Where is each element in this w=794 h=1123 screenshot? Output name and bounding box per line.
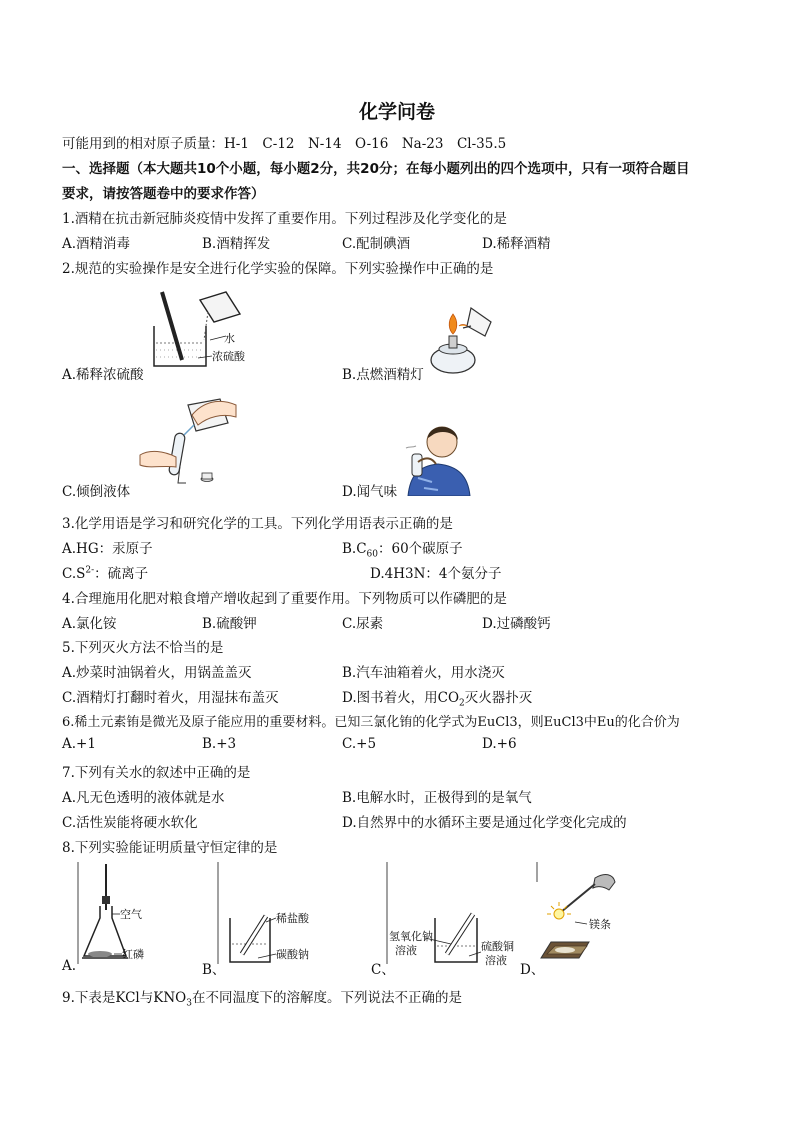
q1-option-b: B.酒精挥发 — [202, 236, 271, 252]
label-naoh-solution: 溶液 — [395, 944, 417, 957]
q5-option-a: A.炒菜时油锅着火，用锅盖盖灭 — [62, 665, 252, 681]
q7-option-c: C.活性炭能将硬水软化 — [62, 815, 198, 831]
q1-option-d: D.稀释酒精 — [482, 236, 551, 252]
q8-option-a: A. — [62, 958, 77, 974]
q9-stem: 9.下表是KCl与$KNO_3$在不同温度下的溶解度。下列说法不正确的是 — [62, 990, 462, 1009]
q4-option-c: C.尿素 — [342, 616, 384, 632]
atomic-masses: 可能用到的相对原子质量：H-1 C-12 N-14 O-16 Na-23 Cl-35.5 — [62, 136, 507, 152]
label-sodium-carbonate: 碳酸钠 — [276, 948, 309, 961]
q7-stem: 7.下列有关水的叙述中正确的是 — [62, 765, 251, 781]
q8-option-d: D、 — [520, 962, 545, 978]
q5-option-c: C.酒精灯打翻时着火，用湿抹布盖灭 — [62, 690, 279, 706]
q8-figure-a-red-phosphorus — [76, 858, 196, 966]
q8-option-b: B、 — [202, 962, 226, 978]
q8-figure-c-naoh-cuso4 — [385, 858, 520, 968]
q4-option-b: B.硫酸钾 — [202, 616, 257, 632]
q8-stem: 8.下列实验能证明质量守恒定律的是 — [62, 840, 278, 856]
label-cuso4: 硫酸铜 — [481, 940, 514, 953]
q3-option-a: A.HG：汞原子 — [62, 541, 153, 557]
label-naoh: 氢氧化钠 — [389, 930, 433, 943]
q2-option-b: B.点燃酒精灯 — [342, 367, 424, 383]
q3-option-b: $B.C_{60}$：60个碳原子 — [342, 541, 463, 560]
label-water: 水 — [224, 332, 235, 345]
q8-figure-d-magnesium — [535, 862, 655, 972]
q3-option-d: D.4H3N：4个氨分子 — [370, 566, 502, 582]
q5-option-d: D.图书着火，用$CO_2$灭火器扑灭 — [342, 690, 533, 709]
q4-stem: 4.合理施用化肥对粮食增产增收起到了重要作用。下列物质可以作磷肥的是 — [62, 591, 507, 607]
q1-option-c: C.配制碘酒 — [342, 236, 411, 252]
section-heading-line1: 一、选择题（本大题共10个小题，每小题2分，共20分；在每小题列出的四个选项中，只有一项符合题目 — [62, 161, 690, 177]
page-title: 化学问卷 — [358, 101, 435, 123]
q4-option-d: D.过磷酸钙 — [482, 616, 551, 632]
q2-figure-c-pouring — [132, 395, 240, 487]
q2-figure-d-smell — [398, 418, 474, 496]
label-cuso4-solution: 溶液 — [485, 954, 507, 967]
q2-option-a: A.稀释浓硫酸 — [62, 367, 144, 383]
label-dilute-hcl: 稀盐酸 — [276, 912, 309, 925]
q6-option-b: B.+3 — [202, 736, 237, 752]
q7-option-d: D.自然界中的水循环主要是通过化学变化完成的 — [342, 815, 627, 831]
q6-option-d: D.+6 — [482, 736, 517, 752]
q6-option-c: C.+5 — [342, 736, 377, 752]
q5-option-b: B.汽车油箱着火，用水浇灭 — [342, 665, 505, 681]
q6-option-a: A.+1 — [62, 736, 96, 752]
label-air: 空气 — [120, 908, 142, 921]
q1-stem: 1.酒精在抗击新冠肺炎疫情中发挥了重要作用。下列过程涉及化学变化的是 — [62, 211, 507, 227]
q1-option-a: A.酒精消毒 — [62, 236, 131, 252]
q7-option-b: B.电解水时，正极得到的是氧气 — [342, 790, 532, 806]
q7-option-a: A.凡无色透明的液体就是水 — [62, 790, 225, 806]
q3-option-c: $C.S^{2-}$：硫离子 — [62, 565, 149, 582]
q6-stem: 6.稀土元素铕是微光及原子能应用的重要材料。已知三氯化铕的化学式为EuCl3，则EuCl3中Eu的化合价为 — [62, 715, 680, 730]
q2-figure-a-dilution — [148, 288, 273, 370]
q2-stem: 2.规范的实验操作是安全进行化学实验的保障。下列实验操作中正确的是 — [62, 261, 494, 277]
label-mg-strip: 镁条 — [589, 918, 611, 931]
label-conc-acid: 浓硫酸 — [212, 350, 245, 363]
q5-stem: 5.下列灭火方法不恰当的是 — [62, 640, 224, 656]
section-heading-line2: 要求，请按答题卷中的要求作答） — [62, 186, 265, 202]
q8-figure-b-hcl-carbonate — [216, 858, 336, 968]
q2-figure-b-lamp — [425, 302, 503, 380]
q4-option-a: A.氯化铵 — [62, 616, 117, 632]
q2-option-d: D.闻气味 — [342, 484, 398, 500]
label-red-phosphorus: 红磷 — [122, 948, 144, 961]
q2-option-c: C.倾倒液体 — [62, 484, 131, 500]
q8-option-c: C、 — [371, 962, 395, 978]
q3-stem: 3.化学用语是学习和研究化学的工具。下列化学用语表示正确的是 — [62, 516, 453, 532]
